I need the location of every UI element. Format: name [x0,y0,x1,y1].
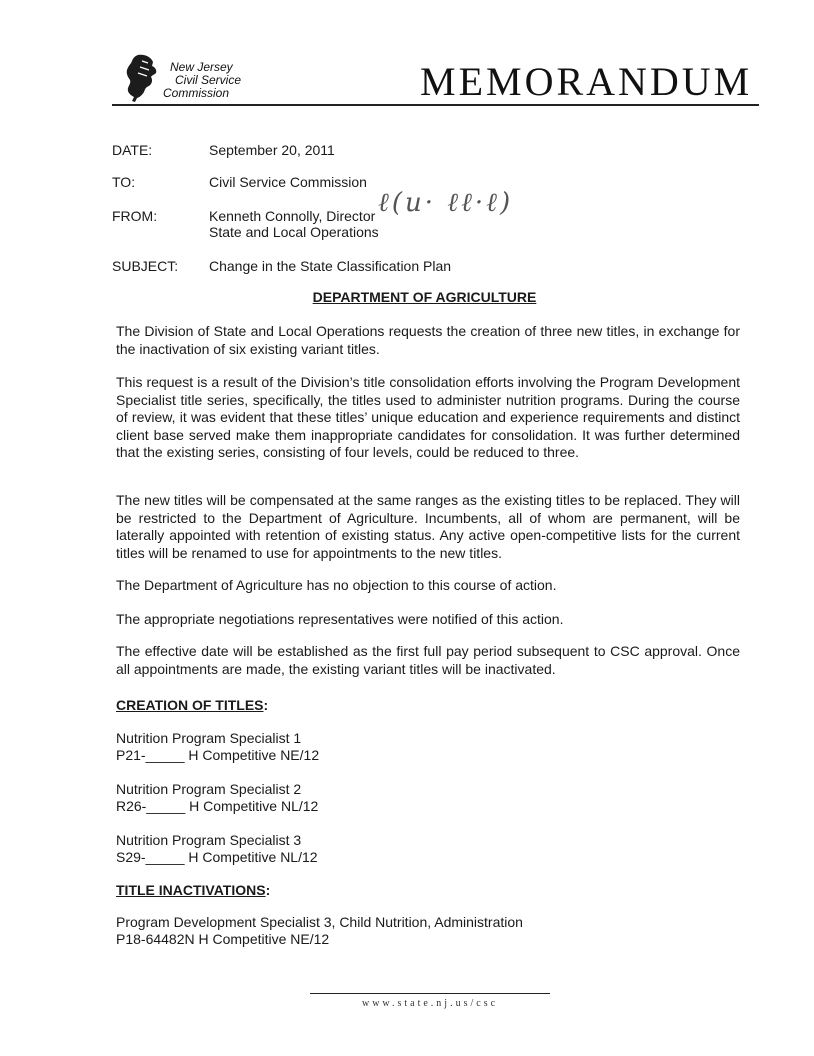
from-label: FROM: [112,208,158,224]
footer-url: www.state.nj.us/csc [361,998,499,1009]
subject-label: SUBJECT: [112,258,179,274]
new-title-name: Nutrition Program Specialist 1 [116,730,302,746]
inactivated-title-code: P18-64482N H Competitive NE/12 [116,931,330,947]
subject-value: Change in the State Classification Plan [209,258,452,274]
body-paragraph: The effective date will be established as the first full pay period subsequent to CSC approval. Once all appointments are made, the existing variant titles will be inactivated. [116,643,740,677]
agency-name-line1: New Jersey [170,60,233,74]
new-title-name: Nutrition Program Specialist 3 [116,832,302,848]
new-title-name: Nutrition Program Specialist 2 [116,781,302,797]
inactivations-heading: TITLE INACTIVATIONS: [116,882,271,898]
memo-title: MEMORANDUM [420,59,753,104]
body-paragraph: This request is a result of the Division’s title consolidation efforts involving the Program Development Specialist title series, specifically, the titles used to administer nutrition programs. During the course of review, it was evident that these titles’ unique education and experience requirements and distinct client base served make them inappropriate candidates for consolidation. It was further determined that the existing series, consisting of four levels, could be reduced to three. [116,374,740,460]
header-divider [112,104,759,106]
inactivated-title-name: Program Development Specialist 3, Child Nutrition, Administration [116,914,523,930]
agency-name-line3: Commission [163,86,230,100]
creation-heading: CREATION OF TITLES: [116,697,269,713]
to-value: Civil Service Commission [209,174,367,190]
date-label: DATE: [112,142,153,158]
date-value: September 20, 2011 [209,142,335,158]
footer-divider [310,993,550,994]
body-paragraph: The Division of State and Local Operations requests the creation of three new titles, in exchange for the inactivation of six existing variant titles. [116,323,740,357]
body-paragraph: The Department of Agriculture has no objection to this course of action. [116,577,557,593]
new-title-code: S29-_____ H Competitive NL/12 [116,849,318,865]
body-paragraph: The new titles will be compensated at the same ranges as the existing titles to be replaced. They will be restricted to the Department of Agriculture. Incumbents, all of whom are permanent, will be laterally appointed with retention of existing status. Any active open-competitive lists for the current titles will be renamed to use for appointments to the new titles. [116,492,740,561]
state-seal-logo [118,53,160,103]
from-office: State and Local Operations [209,224,379,240]
new-title-code: R26-_____ H Competitive NL/12 [116,798,319,814]
handwritten-signature: ℓ(u· ℓℓ·ℓ) [378,188,514,218]
body-paragraph: The appropriate negotiations representatives were notified of this action. [116,611,564,627]
from-name: Kenneth Connolly, Director [209,208,376,224]
to-label: TO: [112,174,136,190]
agency-name-line2: Civil Service [175,73,242,87]
new-title-code: P21-_____ H Competitive NE/12 [116,747,320,763]
department-heading: DEPARTMENT OF AGRICULTURE [312,289,537,305]
